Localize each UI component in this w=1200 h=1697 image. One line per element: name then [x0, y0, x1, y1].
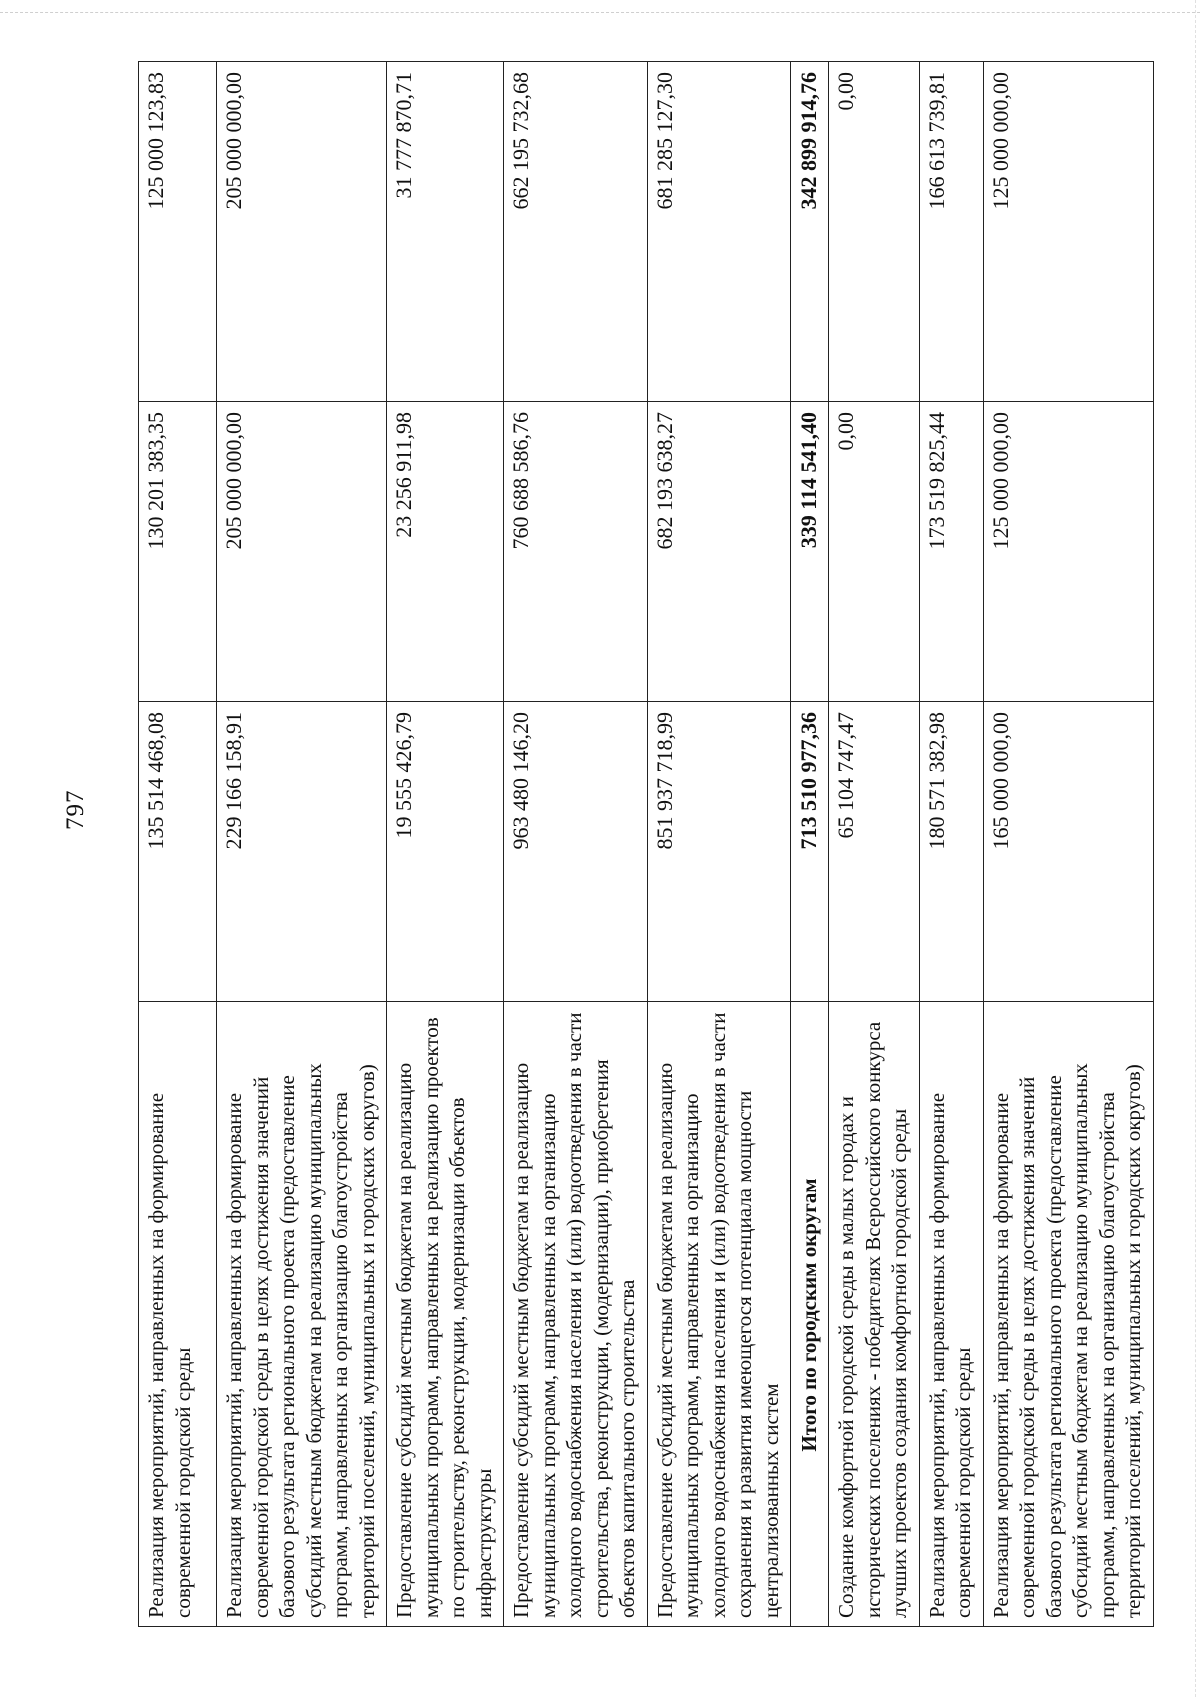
scan-edge-top: [0, 12, 1200, 13]
value-cell: 760 688 586,76: [504, 402, 648, 702]
rotated-table-container: [138, 62, 1145, 1627]
value-cell: 31 777 870,71: [387, 62, 504, 402]
value-cell: 205 000 000,00: [217, 402, 387, 702]
value-cell: 125 000 123,83: [139, 62, 217, 402]
table-row: [387, 62, 504, 1627]
row-description: Реализация мероприятий, направленных на формирование современной городской среды в целях достижения значений базового результата регионального проекта (предоставление субсидий местным бюджетам на реализацию муниципальных программ, направленных на организацию благоустройства территорий поселений, муниципальных и городских округов): [217, 1002, 387, 1627]
table-row: [919, 62, 983, 1627]
value-cell: 165 000 000,00: [983, 702, 1153, 1002]
value-cell: 125 000 000,00: [983, 402, 1153, 702]
row-description: Предоставление субсидий местным бюджетам на реализацию муниципальных программ, направленных на организацию холодного водоснабжения населения и (или) водоотведения в части сохранения и развития имеющегося потенциала мощности централизованных систем: [647, 1002, 791, 1627]
table-row: [829, 62, 920, 1627]
row-description: Предоставление субсидий местным бюджетам на реализацию муниципальных программ, направленных на реализацию проектов по строительству, реконструкции, модернизации объектов инфраструктуры: [387, 1002, 504, 1627]
value-cell: 65 104 747,47: [829, 702, 920, 1002]
value-cell: 681 285 127,30: [647, 62, 791, 402]
value-cell: 173 519 825,44: [919, 402, 983, 702]
value-cell: 180 571 382,98: [919, 702, 983, 1002]
table-row: [647, 62, 791, 1627]
total-value: 713 510 977,36: [791, 702, 829, 1002]
value-cell: 205 000 000,00: [217, 62, 387, 402]
value-cell: 851 937 718,99: [647, 702, 791, 1002]
value-cell: 662 195 732,68: [504, 62, 648, 402]
total-value: 342 899 914,76: [791, 62, 829, 402]
page-number: 797: [62, 789, 89, 830]
total-value: 339 114 541,40: [791, 402, 829, 702]
value-cell: 166 613 739,81: [919, 62, 983, 402]
table-row: [504, 62, 648, 1627]
table-row: [217, 62, 387, 1627]
row-description: Реализация мероприятий, направленных на формирование современной городской среды: [919, 1002, 983, 1627]
total-label: Итого по городским округам: [791, 1002, 829, 1627]
budget-table: [138, 61, 1154, 1627]
value-cell: 963 480 146,20: [504, 702, 648, 1002]
table-row: [983, 62, 1153, 1627]
row-description: Реализация мероприятий, направленных на формирование современной городской среды: [139, 1002, 217, 1627]
row-description: Предоставление субсидий местным бюджетам на реализацию муниципальных программ, направленных на организацию холодного водоснабжения населения и (или) водоотведения в части строительства, реконструкции, (модернизации), приобретения объектов капитального строительства: [504, 1002, 648, 1627]
value-cell: 23 256 911,98: [387, 402, 504, 702]
table-row: [139, 62, 217, 1627]
value-cell: 0,00: [829, 62, 920, 402]
row-description: Реализация мероприятий, направленных на формирование современной городской среды в целях достижения значений базового результата регионального проекта (предоставление субсидий местным бюджетам на реализацию муниципальных программ, направленных на организацию благоустройства территорий поселений, муниципальных и городских округов): [983, 1002, 1153, 1627]
row-description: Создание комфортной городской среды в малых городах и исторических поселениях - победителях Всероссийского конкурса лучших проектов создания комфортной городской среды: [829, 1002, 920, 1627]
value-cell: 19 555 426,79: [387, 702, 504, 1002]
value-cell: 229 166 158,91: [217, 702, 387, 1002]
scan-edge-right: [1195, 0, 1196, 1697]
value-cell: 125 000 000,00: [983, 62, 1153, 402]
value-cell: 135 514 468,08: [139, 702, 217, 1002]
value-cell: 682 193 638,27: [647, 402, 791, 702]
value-cell: 130 201 383,35: [139, 402, 217, 702]
value-cell: 0,00: [829, 402, 920, 702]
total-row: [791, 62, 829, 1627]
